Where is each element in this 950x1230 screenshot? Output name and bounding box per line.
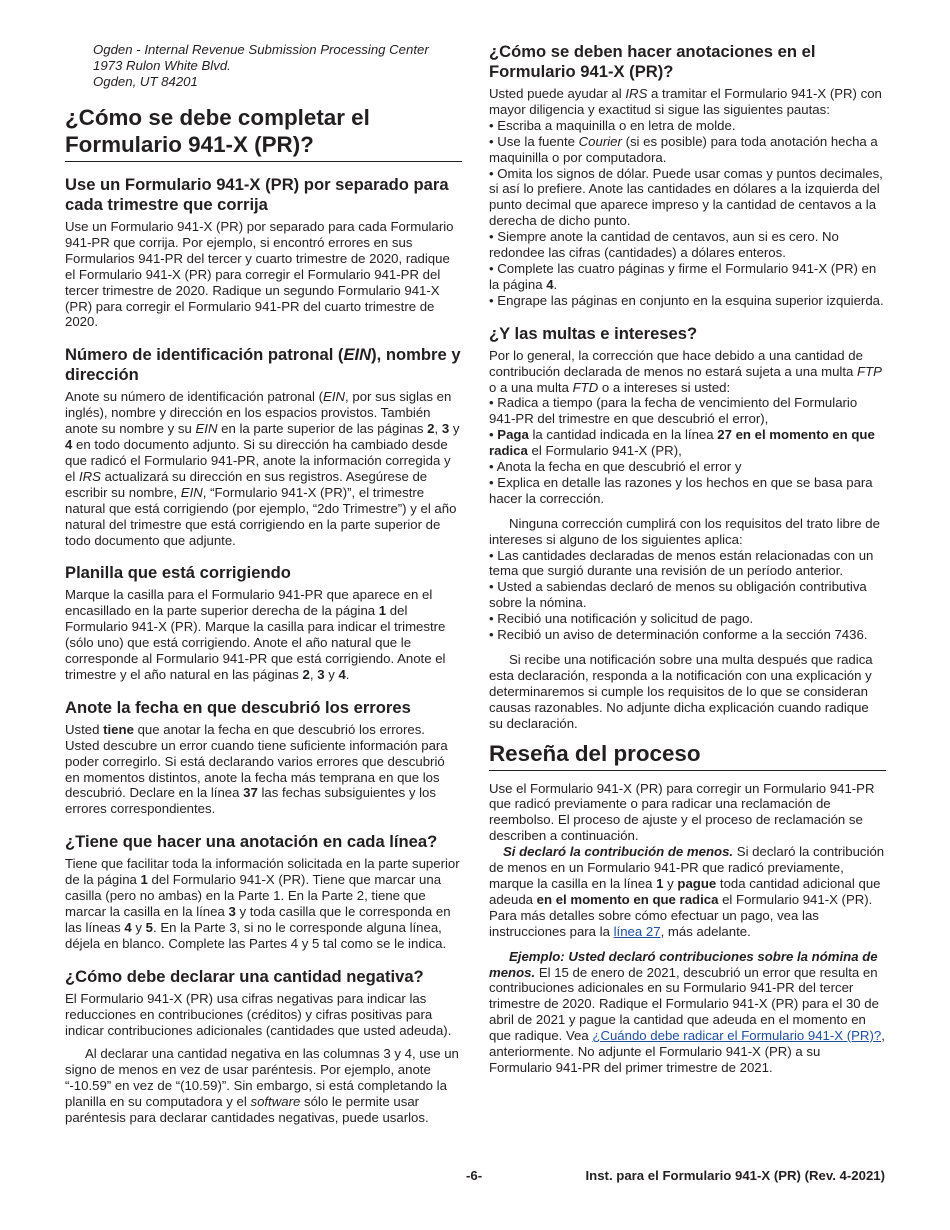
form-reference: Inst. para el Formulario 941-X (PR) (Rev. 4-2021) bbox=[585, 1168, 885, 1183]
bullet-item: • Recibió una notificación y solicitud de pago. bbox=[489, 611, 754, 627]
bullet-item: • Omita los signos de dólar. Puede usar comas y puntos decimales, si así lo prefiere. Anote las cantidades en dólares a la izquierda del punto decimal que aparece impreso y la cantidad de centavos a la derecha de dicho punto. bbox=[489, 165, 883, 229]
left-column bbox=[65, 42, 462, 1126]
subheading: Planilla que está corrigiendo bbox=[65, 563, 291, 583]
subheading: ¿Tiene que hacer una anotación en cada línea? bbox=[65, 832, 438, 852]
paragraph: Tiene que facilitar toda la información solicitada en la parte superior de la página 1 del Formulario 941-X (PR). Tiene que marcar una casilla (pero no ambas) en la Parte 1. En la Parte 2, tiene que marcar la casilla en la línea 3 y toda casilla que le corresponda en las líneas 4 y 5. En la Parte 3, si no le corresponde alguna línea, déjela en blanco. Complete las Partes 4 y 5 tal como se le indica. bbox=[65, 856, 460, 951]
paragraph: Use un Formulario 941-X (PR) por separado para cada Formulario 941-PR que corrija. Por ejemplo, si encontró errores en sus Formularios 941-PR del tercer y cuarto trimestre de 2020, radique el Formulario 941-X (PR) para corregir el Formulario 941-PR del tercer trimestre de 2020. Radique un segundo Formulario 941-X (PR) para corregir el Formulario 941-PR del cuarto trimestre de 2020. bbox=[65, 219, 454, 330]
bullet-item: • Escriba a maquinilla o en letra de molde. bbox=[489, 117, 736, 133]
subheading: Número de identificación patronal (EIN), nombre y dirección bbox=[65, 345, 461, 385]
paragraph: Ejemplo: Usted declaró contribuciones sobre la nómina de menos. El 15 de enero de 2021, descubrió un error que resulta en contribuciones adicionales en su Formulario 941-PR del tercer trimestre de 2020. Radique el Formulario 941-X (PR) para el 30 de abril de 2021 y pague la cantidad que adeuda en el momento en que radique. Vea ¿Cuándo debe radicar el Formulario 941-X (PR)?, anteriormente. No adjunte el Formulario 941-X (PR) a su Formulario 941-PR del primer trimestre de 2021. bbox=[489, 948, 885, 1075]
address-line: 1973 Rulon White Blvd. bbox=[93, 58, 231, 73]
address-line: Ogden - Internal Revenue Submission Processing Center bbox=[93, 42, 429, 57]
paragraph: El Formulario 941-X (PR) usa cifras negativas para indicar las reducciones en contribuciones (créditos) y cifras positivas para indicar contribuciones adicionales (cantidades que usted adeuda). bbox=[65, 990, 452, 1038]
address-line: Ogden, UT 84201 bbox=[93, 74, 198, 89]
paragraph: Por lo general, la corrección que hace debido a una cantidad de contribución declarada de menos no estará sujeta a una multa FTP o a una multa FTD o a intereses si usted: bbox=[489, 347, 882, 395]
paragraph: Si declaró la contribución de menos. Si declaró la contribución de menos en un Formulario 941-PR que radicó previamente, marque la casilla en la línea 1 y pague toda cantidad adicional que adeuda en el momento en que radica el Formulario 941-X (PR). Para más detalles sobre cómo efectuar un pago, vea las instrucciones para la línea 27, más adelante. bbox=[489, 844, 885, 939]
subheading: Anote la fecha en que descubrió los errores bbox=[65, 697, 411, 717]
paragraph: Use el Formulario 941-X (PR) para corregir un Formulario 941-PR que radicó previamente o para radicar una reclamación de reembolso. El proceso de ajuste y el proceso de reclamación se describen a continuación. bbox=[489, 780, 875, 844]
subheading: ¿Cómo debe declarar una cantidad negativa? bbox=[65, 966, 424, 986]
bullet-item: • Paga la cantidad indicada en la línea 27 en el momento en que radica el Formulario 941-X (PR), bbox=[489, 427, 875, 459]
bullet-item: • Complete las cuatro páginas y firme el Formulario 941-X (PR) en la página 4. bbox=[489, 260, 877, 292]
paragraph: Al declarar una cantidad negativa en las columnas 3 y 4, use un signo de menos en vez de usar paréntesis. Por ejemplo, anote “-10.59” en vez de “(10.59)”. Sin embargo, si está completando la planilla en su computadora y el software sólo le permite usar paréntesis para declarar cantidades negativas, puede usarlos. bbox=[65, 1046, 459, 1126]
subheading: ¿Cómo se deben hacer anotaciones en el Formulario 941-X (PR)? bbox=[489, 42, 816, 81]
mailing-address bbox=[93, 42, 462, 90]
bullet-item: • Explica en detalle las razones y los hechos en que se basa para hacer la corrección. bbox=[489, 474, 873, 506]
paragraph: Anote su número de identificación patronal (EIN, por sus siglas en inglés), nombre y dirección en los espacios provistos. También anote su nombre y su EIN en la parte superior de las páginas 2, 3 y 4 en todo documento adjunto. Si su dirección ha cambiado desde que radicó el Formulario 941-PR, anote la información corregida y el IRS actualizará su dirección en sus registros. Asegúrese de escribir su nombre, EIN, “Formulario 941-X (PR)”, el trimestre natural que está corrigiendo (por ejemplo, “2do Trimestre”) y el año natural del trimestre que está corrigiendo en la parte superior de todo documento que adjunte. bbox=[65, 389, 460, 548]
bullet-item: • Engrape las páginas en conjunto en la esquina superior izquierda. bbox=[489, 292, 884, 308]
page-footer bbox=[0, 1168, 950, 1188]
bullet-item: • Usted a sabiendas declaró de menos su obligación contributiva sobre la nómina. bbox=[489, 579, 867, 611]
page-number: -6- bbox=[466, 1168, 483, 1183]
bullet-item: • Anota la fecha en que descubrió el error y bbox=[489, 459, 742, 475]
right-column bbox=[489, 42, 886, 1076]
subheading: ¿Y las multas e intereses? bbox=[489, 323, 698, 343]
section-heading: Reseña del proceso bbox=[489, 740, 886, 771]
paragraph: Ninguna corrección cumplirá con los requisitos del trato libre de intereses si alguno de los siguientes aplica: bbox=[489, 515, 880, 547]
paragraph: Usted tiene que anotar la fecha en que descubrió los errores. Usted descubre un error cuando tiene suficiente información para poder corregirlo. Si está declarando varios errores que descubrió en momentos distintos, anote la fecha más temprana en que los descubrió. Declare en la línea 37 las fechas subsiguientes y los errores correspondientes. bbox=[65, 721, 448, 817]
bullet-item: • Recibió un aviso de determinación conforme a la sección 7436. bbox=[489, 627, 868, 643]
bullet-item: • Las cantidades declaradas de menos están relacionadas con un tema que surgió durante una revisión de un período anterior. bbox=[489, 547, 874, 579]
paragraph: Usted puede ayudar al IRS a tramitar el Formulario 941-X (PR) con mayor diligencia y exactitud si sigue las siguientes pautas: bbox=[489, 86, 882, 117]
line-27-link[interactable]: línea 27 bbox=[613, 923, 661, 939]
subheading: Use un Formulario 941-X (PR) por separado para cada trimestre que corrija bbox=[65, 175, 449, 214]
bullet-item: • Radica a tiempo (para la fecha de vencimiento del Formulario 941-PR del trimestre en que descubrió el error), bbox=[489, 395, 858, 427]
paragraph: Si recibe una notificación sobre una multa después que radica esta declaración, responda a la notificación con una explicación y determinaremos si cumple los requisitos de lo que se consideran causas razonables. No adjunte dicha explicación cuando radique su declaración. bbox=[489, 652, 873, 731]
bullet-item: • Siempre anote la cantidad de centavos, aun si es cero. No redondee las cifras (cantidades) a dólares enteros. bbox=[489, 229, 839, 261]
bullet-item: • Use la fuente Courier (si es posible) para toda anotación hecha a maquinilla o por computadora. bbox=[489, 133, 878, 165]
section-heading: ¿Cómo se debe completar el Formulario 941-X (PR)? bbox=[65, 104, 462, 162]
paragraph: Marque la casilla para el Formulario 941-PR que aparece en el encasillado en la parte superior derecha de la página 1 del Formulario 941-X (PR). Marque la casilla para indicar el trimestre (sólo uno) que está corrigiendo. Anote el año natural que le corresponde al Formulario 941-PR que está corrigiendo. Anote el trimestre y el año natural en las páginas 2, 3 y 4. bbox=[65, 587, 446, 682]
when-to-file-link[interactable]: ¿Cuándo debe radicar el Formulario 941-X (PR)? bbox=[592, 1028, 882, 1044]
